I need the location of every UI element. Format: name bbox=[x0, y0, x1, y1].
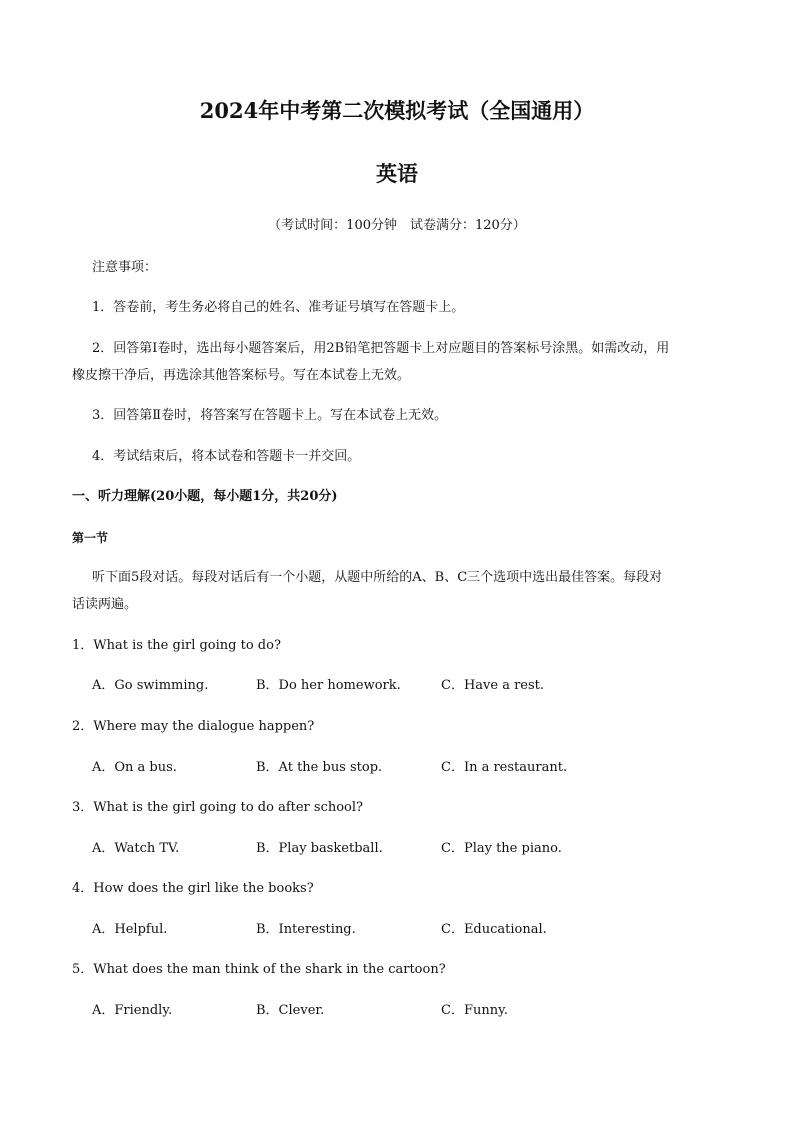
option-a: A．Friendly. bbox=[92, 1003, 173, 1018]
option-a: A．Go swimming. bbox=[92, 678, 209, 693]
note-item: 1．答卷前，考生务必将自己的姓名、准考证号填写在答题卡上。 bbox=[92, 300, 465, 315]
note-item: 2．回答第Ⅰ卷时，选出每小题答案后，用2B铅笔把答题卡上对应题目的答案标号涂黑。如需改动，用 bbox=[92, 341, 670, 356]
part-heading: 第一节 bbox=[72, 531, 109, 545]
question-text: 3．What is the girl going to do after school? bbox=[72, 800, 364, 815]
note-item: 3．回答第Ⅱ卷时，将答案写在答题卡上。写在本试卷上无效。 bbox=[92, 408, 448, 423]
option-a: A．Watch TV. bbox=[92, 841, 180, 856]
option-c: C．Funny. bbox=[441, 1003, 508, 1018]
note-item-continued: 橡皮擦干净后，再选涂其他答案标号。写在本试卷上无效。 bbox=[72, 368, 411, 383]
option-b: B．Interesting. bbox=[256, 922, 356, 937]
option-a: A．On a bus. bbox=[92, 760, 177, 775]
section-heading: 一、听力理解(20小题，每小题1分，共20分) bbox=[72, 489, 338, 504]
exam-title: 2024年中考第二次模拟考试（全国通用） bbox=[199, 98, 595, 123]
section-instruction: 听下面5段对话。每段对话后有一个小题，从题中所给的A、B、C三个选项中选出最佳答案。每段对 bbox=[92, 570, 663, 585]
question-text: 5．What does the man think of the shark in the cartoon? bbox=[72, 962, 446, 977]
option-b: B．Play basketball. bbox=[256, 841, 383, 856]
section-instruction-continued: 话读两遍。 bbox=[72, 597, 138, 612]
notes-heading: 注意事项： bbox=[92, 260, 158, 275]
option-c: C．In a restaurant. bbox=[441, 760, 568, 775]
option-c: C．Play the piano. bbox=[441, 841, 562, 856]
question-text: 4．How does the girl like the books? bbox=[72, 881, 314, 896]
question-text: 1．What is the girl going to do? bbox=[72, 638, 281, 653]
option-c: C．Have a rest. bbox=[441, 678, 545, 693]
exam-info: （考试时间：100分钟 试卷满分：120分） bbox=[268, 218, 526, 233]
question-text: 2．Where may the dialogue happen? bbox=[72, 719, 315, 734]
option-c: C．Educational. bbox=[441, 922, 547, 937]
option-b: B．At the bus stop. bbox=[256, 760, 383, 775]
option-b: B．Do her homework. bbox=[256, 678, 401, 693]
option-a: A．Helpful. bbox=[92, 922, 168, 937]
note-item: 4．考试结束后，将本试卷和答题卡一并交回。 bbox=[92, 449, 361, 464]
subject-title: 英语 bbox=[376, 161, 418, 186]
option-b: B．Clever. bbox=[256, 1003, 325, 1018]
